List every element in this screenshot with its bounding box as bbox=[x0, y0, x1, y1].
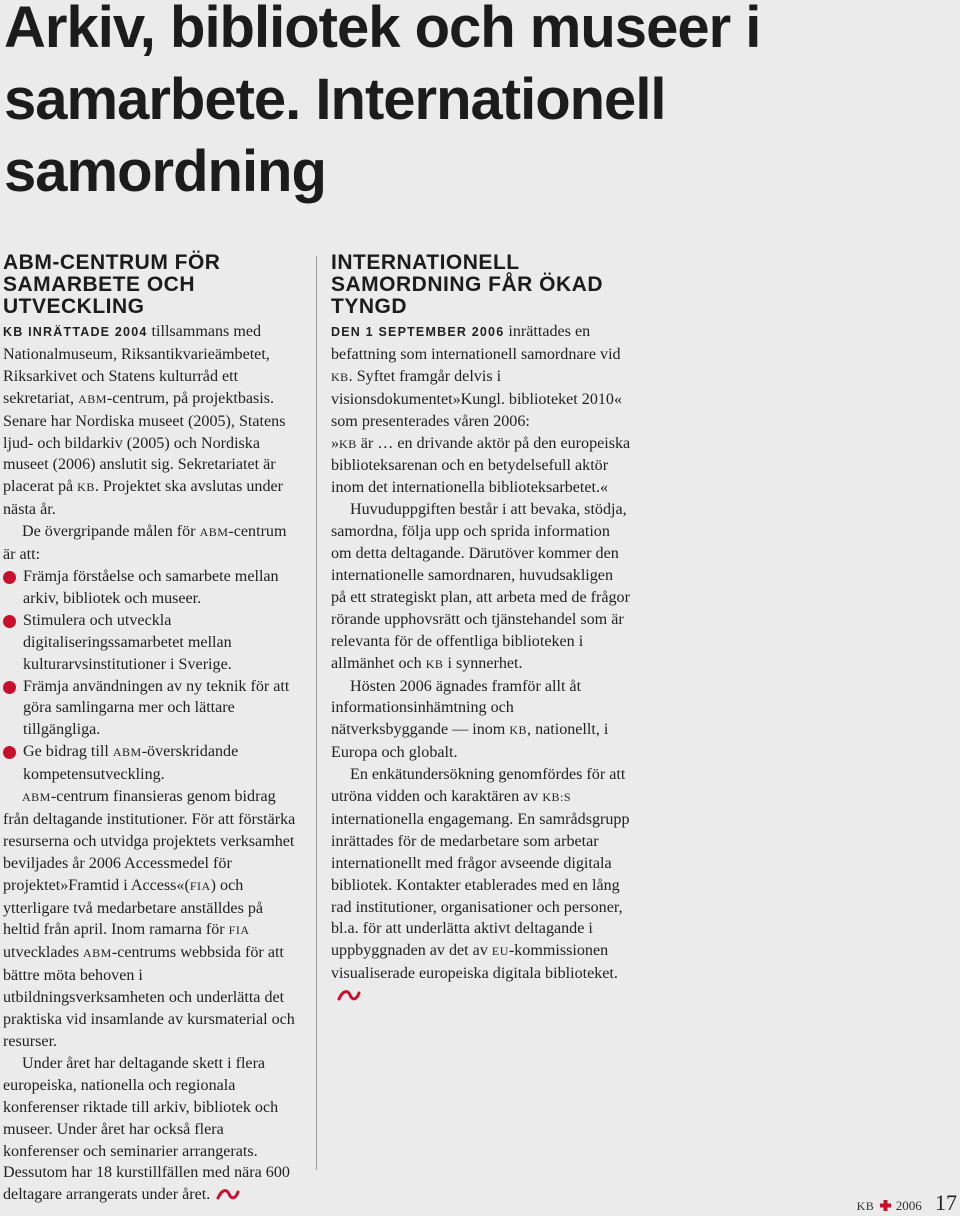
survey-paragraph: En enkätundersökning genomfördes för att utröna vidden och karaktären av KB:S internationella engagemang. En samrådsgrupp inrättades för de medarbetare som arbetar internationellt med frågor avseende digitala bibliotek. Kontakter etablerades med en lång rad institutioner, organisationer och personer, bl.a. för att underlätta aktivt deltagande i uppbyggnaden av det av EU-kommissionen visualiserade europeiska digitala biblioteket. bbox=[331, 764, 631, 1007]
footer-label: KB bbox=[856, 1199, 875, 1213]
lead-in: KB INRÄTTADE 2004 bbox=[3, 325, 148, 339]
bullet-icon bbox=[3, 615, 16, 628]
mission-paragraph: Huvuduppgiften består i att bevaka, stödja, samordna, följa upp och sprida information om detta deltagande. Därutöver kommer den internationelle samordnaren, huvudsakligen på ett strategiskt plan, att arbeta med de frågor rörande upphovsrätt och tjänstehandel som är relevanta för de offentliga biblioteken i allmänhet och KB i synnerhet. bbox=[331, 501, 630, 672]
section-internationell bbox=[331, 252, 631, 1007]
funding-paragraph: ABM-centrum finansieras genom bidrag från deltagande institutioner. För att förstärka resurserna och utvidga projektets verksamhet beviljades år 2006 Accessmedel för projektet»Framtid i Access«(FIA) och ytterligare två medarbetare anställdes på heltid från april. Inom ramarna för FIA utvecklades ABM-centrums webbsida för att bättre möta behoven i utbildningsverksamheten och underlätta det praktiska vid insamlande av kursmaterial och resurser. bbox=[3, 788, 296, 1050]
quote-paragraph: »KB är … en drivande aktör på den europeiska biblioteksarenan och en betydelsefull aktör inom det internationella biblioteksarbetet.« bbox=[331, 434, 631, 497]
bullet-icon bbox=[3, 746, 16, 759]
list-item: Främja användningen av ny teknik för att göra samlingarna mer och lättare tillgängliga. bbox=[3, 676, 303, 742]
list-item: Stimulera och utveckla digitaliseringssamarbetet mellan kulturarvsinstitutioner i Sverige. bbox=[3, 610, 303, 676]
section-body bbox=[3, 321, 303, 1206]
section-heading: INTERNATIONELL SAMORDNING FÅR ÖKAD TYNGD bbox=[331, 251, 603, 318]
end-mark-icon bbox=[216, 1188, 240, 1202]
page-number: 17 bbox=[935, 1190, 957, 1215]
end-mark-icon bbox=[337, 989, 361, 1003]
section-abm-centrum bbox=[3, 252, 303, 1206]
closing-paragraph: Under året har deltagande skett i flera europeiska, nationella och regionala konferenser riktade till arkiv, bibliotek och museer. Under året har också flera konferenser och seminarier arrangerats. Dessutom har 18 kurstillfällen med nära 600 deltagare arrangerats under året. bbox=[3, 1054, 290, 1204]
lead-in: DEN 1 SEPTEMBER 2006 bbox=[331, 325, 505, 339]
list-item: Ge bidrag till ABM-överskridande kompetensutveckling. bbox=[3, 741, 303, 786]
red-cross-icon bbox=[880, 1200, 891, 1211]
intro-paragraph: DEN 1 SEPTEMBER 2006 inrättades en befattning som internationell samordnare vid KB. Syftet framgår delvis i visionsdokumentet»Kungl. biblioteket 2010« som presenterades våren 2006: bbox=[331, 323, 623, 430]
bullet-icon bbox=[3, 571, 16, 584]
list-item: Främja förståelse och samarbete mellan arkiv, bibliotek och museer. bbox=[3, 566, 303, 610]
section-body bbox=[331, 321, 631, 1007]
goals-intro: De övergripande målen för ABM-centrum är att: bbox=[3, 523, 287, 564]
footer-year: 2006 bbox=[895, 1198, 922, 1213]
goals-list bbox=[3, 566, 303, 786]
section-heading: ABM-CENTRUM FÖR SAMARBETE OCH UTVECKLING bbox=[3, 251, 221, 318]
page-title: Arkiv, bibliotek och museer i samarbete. Internationell samordning bbox=[4, 0, 761, 204]
autumn-paragraph: Hösten 2006 ägnades framför allt åt informationsinhämtning och nätverksbyggande — inom KB, nationellt, i Europa och globalt. bbox=[331, 677, 609, 762]
intro-paragraph: KB INRÄTTADE 2004 tillsammans med Nationalmuseum, Riksantikvarieämbetet, Riksarkivet och Statens kulturråd ett sekretariat, ABM-centrum, på projektbasis. Senare har Nordiska museet (2005), Statens ljud- och bildarkiv (2005) och Nordiska museet (2006) anslutit sig. Sekretariatet är placerat på KB. Projektet ska avslutas under nästa år. bbox=[3, 323, 286, 519]
page-footer bbox=[857, 1190, 957, 1216]
column-divider bbox=[316, 256, 317, 1170]
bullet-icon bbox=[3, 681, 16, 694]
